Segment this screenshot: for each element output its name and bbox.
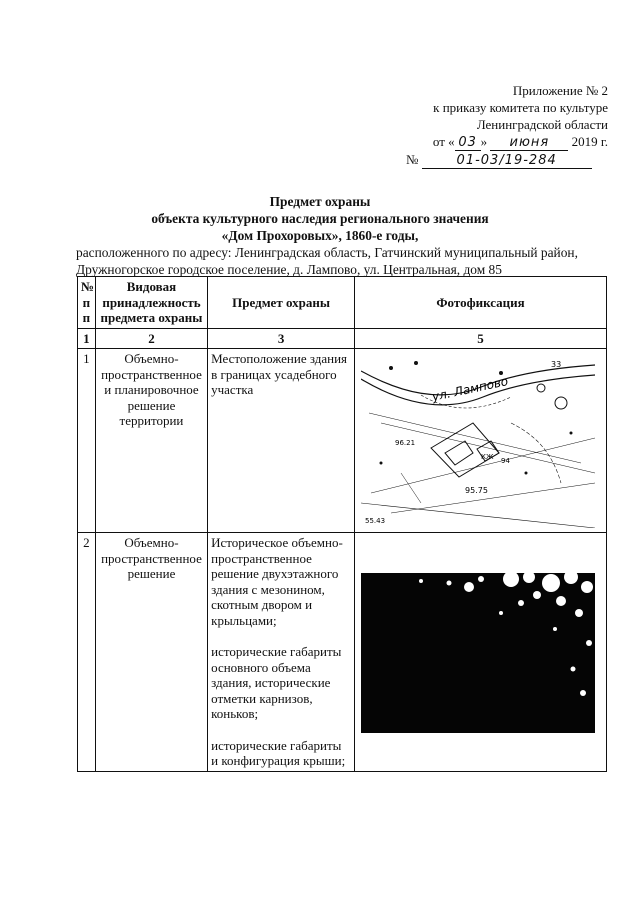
header-subject: Предмет охраны	[208, 277, 355, 329]
map-street-label: ул. Лампово	[430, 374, 510, 404]
row-subject	[208, 349, 355, 533]
number-value: 01-03/19-284	[422, 154, 592, 169]
date-day: 03	[455, 136, 481, 151]
document-title	[20, 193, 620, 244]
appendix-order-ref: к приказу комитета по культуре	[433, 100, 608, 115]
appendix-title: Приложение № 2	[512, 83, 608, 98]
row-type: Объемно-пространственное и планировочное решение территории	[95, 349, 207, 533]
title-line-3: «Дом Прохоровых», 1860-е годы,	[221, 228, 419, 243]
row-number: 1	[78, 349, 96, 533]
date-prefix: от «	[432, 134, 455, 149]
table-row	[78, 533, 607, 772]
building-photo-image	[361, 573, 595, 733]
row-number: 2	[78, 533, 96, 772]
map-elevation: 95.75	[465, 486, 488, 495]
row-photo	[355, 349, 607, 533]
header-photo: Фотофиксация	[355, 277, 607, 329]
protection-table	[77, 276, 607, 772]
map-elevation: 94	[501, 457, 510, 465]
map-elevation: 96.21	[395, 439, 416, 447]
date-month: июня	[490, 136, 568, 151]
appendix-region: Ленинградской области	[476, 117, 608, 132]
cadastral-map-image	[361, 353, 595, 528]
appendix-date	[348, 133, 608, 151]
map-lot-label: КЖ	[481, 453, 494, 461]
map-road-number: 33	[551, 360, 562, 369]
column-number: 2	[95, 328, 207, 349]
appendix-number	[406, 151, 608, 169]
subject-item: Местоположение здания в границах усадебного участка	[211, 351, 348, 397]
date-mid: »	[480, 134, 488, 149]
map-contour-label: 55.43	[365, 517, 386, 525]
table-column-numbers	[78, 328, 607, 349]
number-prefix: №	[406, 152, 419, 167]
row-type: Объемно-пространственное решение	[95, 533, 207, 772]
table-row	[78, 349, 607, 533]
title-line-2: объекта культурного наследия регионального значения	[151, 211, 489, 226]
subject-item: Историческое объемно-пространственное решение двухэтажного здания с мезонином, скотным двором и крыльцами;	[211, 535, 343, 628]
title-line-1: Предмет охраны	[269, 194, 371, 209]
address-text: расположенного по адресу: Ленинградская область, Гатчинский муниципальный район, Дружногорское городское поселение, д. Лампово, ул. Центральная, дом 85	[76, 245, 578, 277]
column-number: 1	[78, 328, 96, 349]
date-year: 2019 г.	[571, 134, 608, 149]
row-subject	[208, 533, 355, 772]
table-header-row	[78, 277, 607, 329]
header-number: № п п	[78, 277, 96, 329]
subject-item: исторические габариты основного объема здания, исторические отметки карнизов, коньков;	[211, 644, 342, 721]
column-number: 5	[355, 328, 607, 349]
row-photo	[355, 533, 607, 772]
header-type: Видовая принадлежность предмета охраны	[95, 277, 207, 329]
subject-item: исторические габариты и конфигурация крыши;	[211, 737, 346, 768]
appendix-block	[348, 82, 608, 169]
column-number: 3	[208, 328, 355, 349]
